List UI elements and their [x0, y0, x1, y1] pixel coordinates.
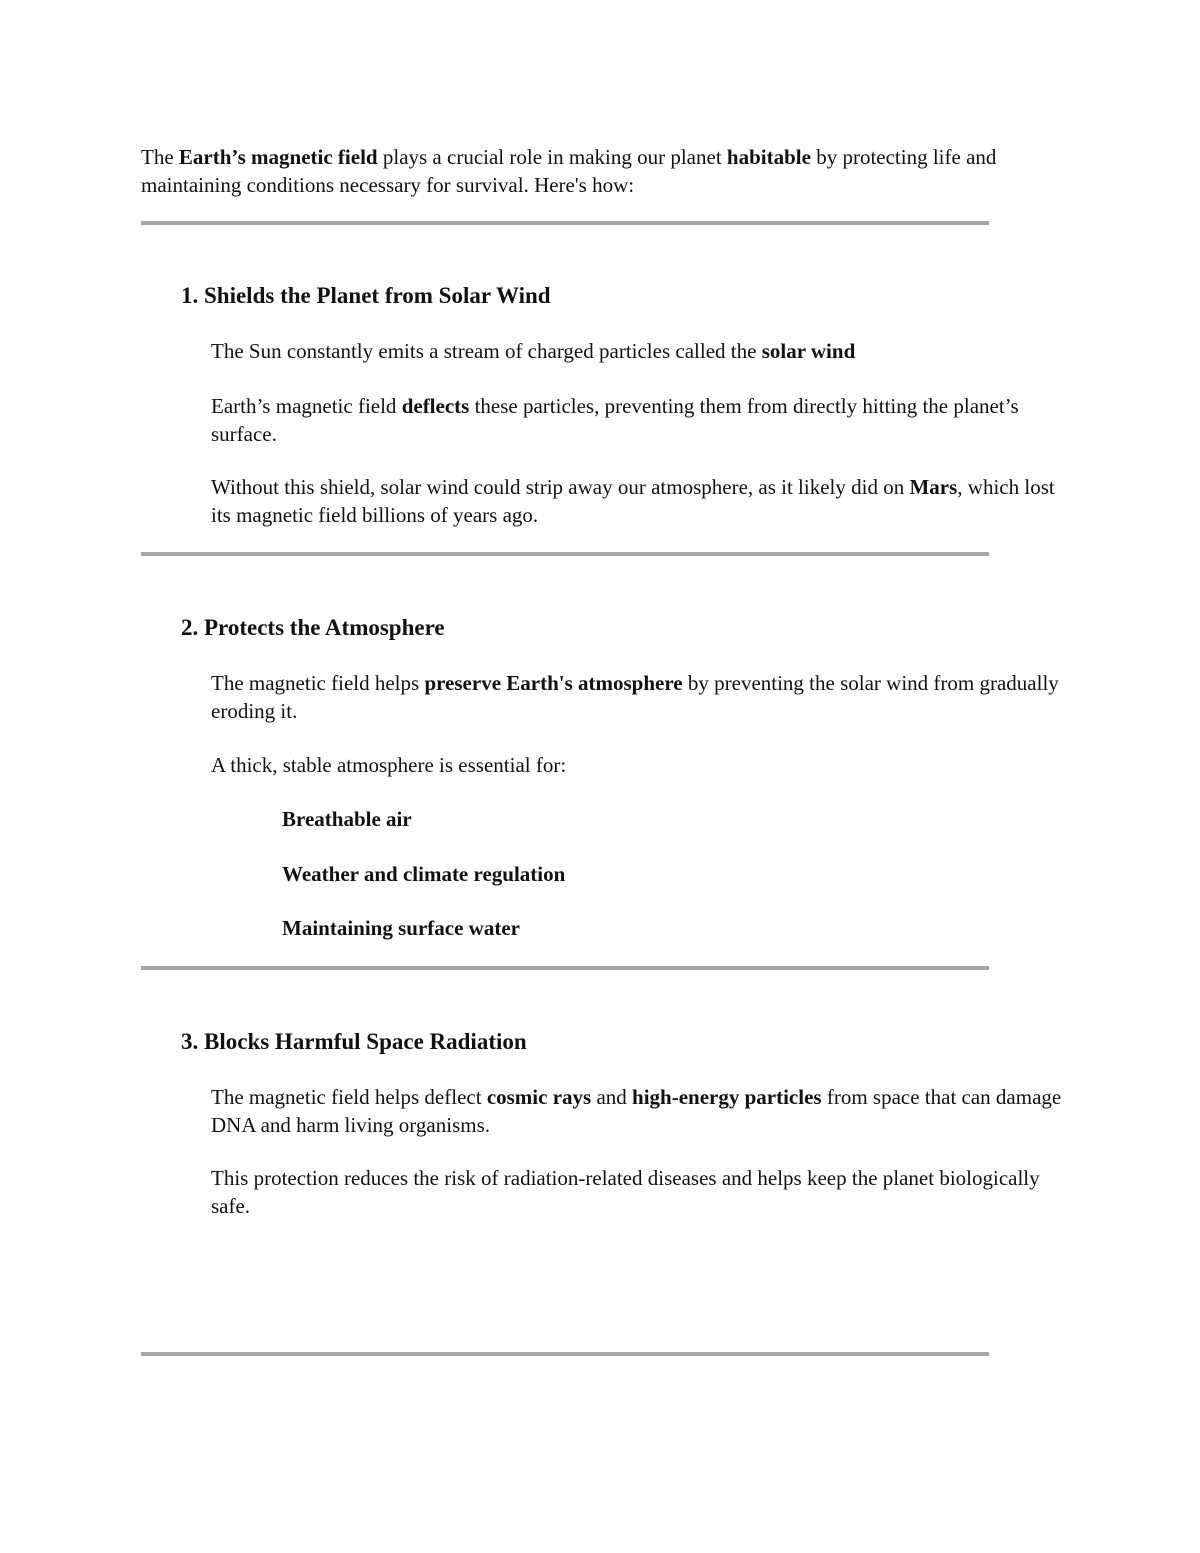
s2p1-bold-1: preserve Earth's atmosphere — [424, 671, 683, 695]
section-3-paragraph-1 — [211, 1083, 1071, 1139]
s1p1-bold-1: solar wind — [761, 339, 856, 363]
s2p1-text-1: The magnetic field helps — [211, 671, 425, 695]
s1p3-text-1: Without this shield, solar wind could strip away our atmosphere, as it likely did on — [211, 475, 910, 499]
divider-2 — [141, 552, 989, 556]
section-1-heading: 1. Shields the Planet from Solar Wind — [181, 283, 551, 308]
s3p1-bold-1: cosmic rays — [486, 1085, 592, 1109]
section-2-heading: 2. Protects the Atmosphere — [181, 615, 445, 640]
intro-bold-2: habitable — [726, 145, 811, 169]
section-3-heading: 3. Blocks Harmful Space Radiation — [181, 1029, 527, 1054]
s3p1-bold-2: high-energy particles — [632, 1085, 822, 1109]
s1p2-text-1: Earth’s magnetic field — [211, 394, 402, 418]
s1p2-bold-1: deflects — [401, 394, 470, 418]
list-item: Maintaining surface water — [282, 916, 520, 940]
section-1-paragraph-3 — [211, 473, 1071, 529]
section-1-paragraph-1 — [211, 337, 1071, 365]
intro-paragraph — [141, 143, 1041, 199]
intro-text-2: plays a crucial role in making our planet — [377, 145, 727, 169]
section-2-paragraph-1 — [211, 669, 1071, 725]
list-item: Breathable air — [282, 807, 412, 831]
section-1-paragraph-2 — [211, 392, 1071, 448]
divider-4 — [141, 1352, 989, 1356]
intro-bold-1: Earth’s magnetic field — [178, 145, 378, 169]
list-item: Weather and climate regulation — [282, 862, 566, 886]
s1p2-text-2: these particles, preventing them from directly hitting the planet’s surface. — [211, 394, 1019, 446]
s2p1-text-2: by preventing the solar wind from gradually eroding it. — [211, 671, 1059, 723]
intro-text-1: The — [141, 145, 179, 169]
s1p3-text-2: , which lost its magnetic field billions of years ago. — [211, 475, 1055, 527]
s1p1-text-1: The Sun constantly emits a stream of charged particles called the — [211, 339, 762, 363]
s3p1-text-3: from space that can damage DNA and harm living organisms. — [211, 1085, 1062, 1137]
s1p3-bold-1: Mars — [909, 475, 958, 499]
divider-3 — [141, 966, 989, 970]
section-3-paragraph-2: This protection reduces the risk of radiation-related diseases and helps keep the planet biologically safe. — [211, 1166, 1040, 1218]
s3p1-text-1: The magnetic field helps deflect — [211, 1085, 487, 1109]
divider-1 — [141, 221, 989, 225]
s3p1-text-2: and — [591, 1085, 633, 1109]
intro-text-3: by protecting life and maintaining conditions necessary for survival. Here's how: — [141, 145, 997, 197]
section-2-paragraph-2: A thick, stable atmosphere is essential for: — [211, 753, 567, 777]
